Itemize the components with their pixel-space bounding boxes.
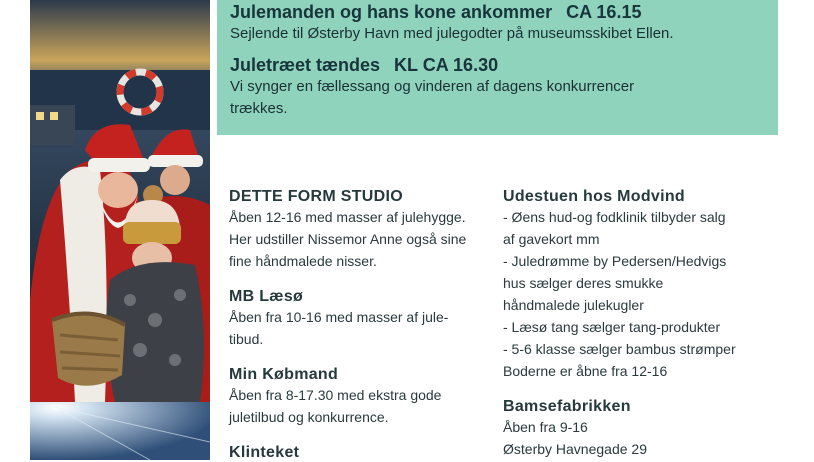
santa-photo bbox=[30, 0, 210, 402]
section-line: fine håndmalede nisser. bbox=[229, 253, 377, 269]
section-line: - Læsø tang sælger tang-produkter bbox=[503, 319, 721, 335]
event-title-text: Juletræet tændes bbox=[230, 55, 381, 75]
section-bamsefabrikken bbox=[503, 398, 803, 460]
event-title bbox=[230, 55, 634, 76]
event-time: KL CA 16.30 bbox=[394, 55, 499, 75]
section-text bbox=[229, 206, 499, 272]
section-line: Boderne er åbne fra 12-16 bbox=[503, 363, 668, 379]
section-line: håndmalede julekugler bbox=[503, 297, 644, 313]
event-tree-lighting bbox=[230, 55, 634, 120]
section-title: Min Købmand bbox=[229, 366, 339, 383]
event-title bbox=[230, 2, 674, 23]
section-title: MB Læsø bbox=[229, 288, 304, 305]
section-title: Bamsefabrikken bbox=[503, 398, 631, 415]
section-line: Østerby Havnegade 29 bbox=[503, 441, 647, 457]
section-title: Udestuen hos Modvind bbox=[503, 188, 685, 205]
section-klinteket bbox=[229, 444, 499, 462]
event-description bbox=[230, 76, 634, 120]
event-box bbox=[217, 0, 778, 135]
section-min-kobmand bbox=[229, 366, 499, 428]
section-udestuen bbox=[503, 188, 803, 382]
event-description bbox=[230, 23, 674, 45]
event-line: Vi synger en fællessang og vinderen af dagens konkurrencer bbox=[230, 78, 635, 95]
section-text bbox=[503, 206, 803, 382]
section-line: tibud. bbox=[229, 331, 264, 347]
section-dette-form-studio bbox=[229, 188, 499, 272]
event-time: CA 16.15 bbox=[566, 2, 642, 22]
section-line: Her udstiller Nissemor Anne også sine bbox=[229, 231, 467, 247]
section-line: - Øens hud-og fodklinik tilbyder salg bbox=[503, 209, 726, 225]
event-line: trækkes. bbox=[230, 100, 288, 117]
event-line: Sejlende til Østerby Havn med julegodter på museumsskibet Ellen. bbox=[230, 25, 674, 42]
section-text bbox=[229, 384, 499, 428]
section-line: Åben fra 8-17.30 med ekstra gode bbox=[229, 387, 442, 403]
photo-strip bbox=[30, 0, 210, 460]
section-line: Åben fra 10-16 med masser af jule- bbox=[229, 309, 449, 325]
section-line: Åben 12-16 med masser af julehygge. bbox=[229, 209, 466, 225]
section-text bbox=[503, 416, 803, 460]
section-mb-laeso bbox=[229, 288, 499, 350]
section-title: Klinteket bbox=[229, 444, 300, 461]
event-title-text: Julemanden og hans kone ankommer bbox=[230, 2, 553, 22]
left-column bbox=[229, 188, 499, 462]
right-column bbox=[503, 188, 803, 460]
section-line: af gavekort mm bbox=[503, 231, 600, 247]
section-line: Åben fra 9-16 bbox=[503, 419, 588, 435]
section-text bbox=[229, 306, 499, 350]
event-santa-arrival bbox=[230, 2, 674, 45]
section-line: juletilbud og konkurrence. bbox=[229, 409, 389, 425]
section-line: - 5-6 klasse sælger bambus strømper bbox=[503, 341, 736, 357]
section-title: DETTE FORM STUDIO bbox=[229, 188, 403, 205]
section-line: hus sælger deres smukke bbox=[503, 275, 664, 291]
section-line: - Juledrømme by Pedersen/Hedvigs bbox=[503, 253, 727, 269]
harbor-sunset-photo bbox=[30, 402, 210, 460]
